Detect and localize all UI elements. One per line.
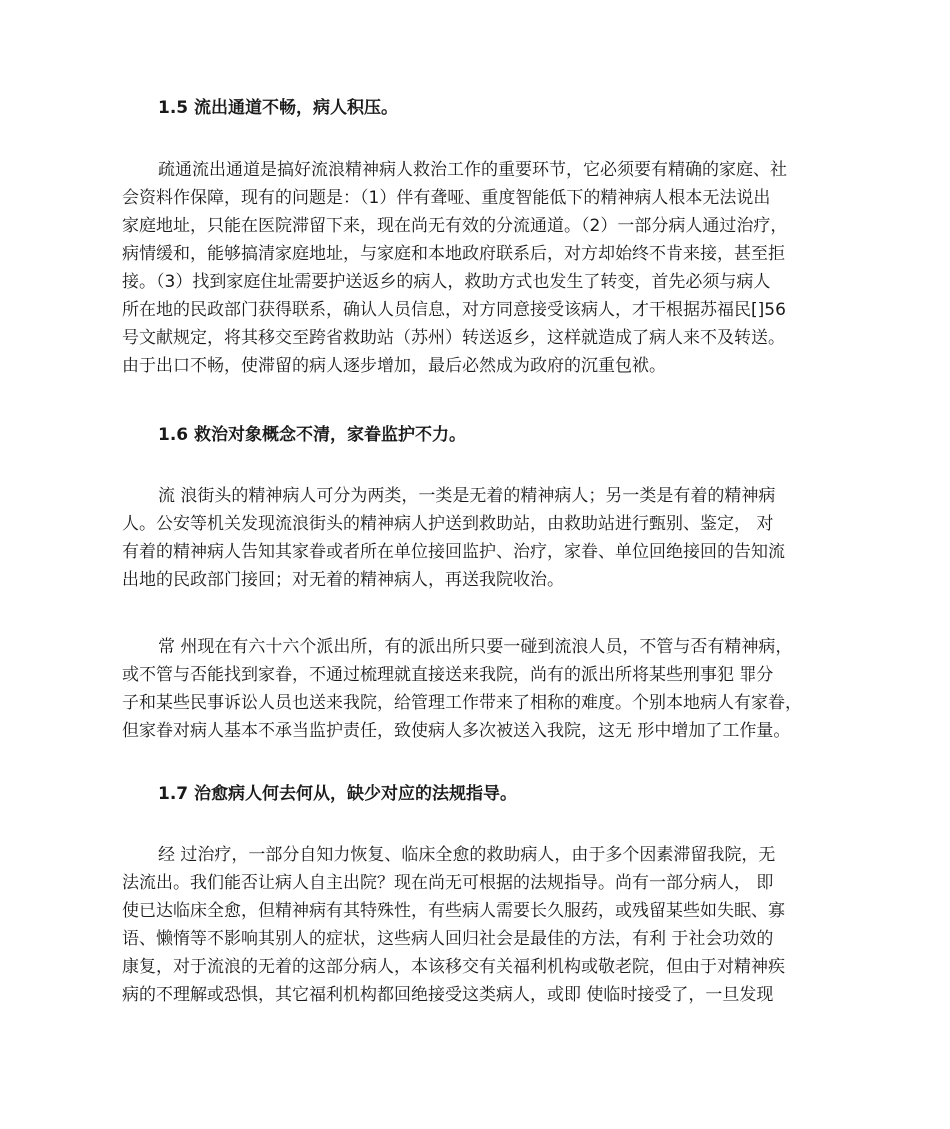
section-heading-1-5: 1.5 流出通道不畅，病人积压。	[158, 98, 399, 118]
text-line: 人。公安等机关发现流浪街头的精神病人护送到救助站，由救助站进行甄别、鉴定， 对	[122, 514, 774, 534]
text-line: 会资料作保障，现有的问题是：（1）伴有聋哑、重度智能低下的精神病人根本无法说出	[122, 188, 771, 208]
text-line: 或不管与否能找到家眷，不通过梳理就直接送来我院，尚有的派出所将某些刑事犯 罪分	[122, 665, 774, 685]
text-line: 常 州现在有六十六个派出所，有的派出所只要一碰到流浪人员，不管与否有精神病，	[158, 637, 793, 657]
paragraph-1-6-police-stations	[122, 633, 832, 745]
text-line: 病的不理解或恐惧，其它福利机构都回绝接受这类病人，或即 使临时接受了，一旦发现	[122, 985, 774, 1005]
text-line: 出地的民政部门接回；对无着的精神病人，再送我院收治。	[122, 570, 564, 590]
text-line: 疏通流出通道是搞好流浪精神病人救治工作的重要环节，它必须要有精确的家庭、社	[158, 160, 787, 180]
text-line: 康复，对于流浪的无着的这部分病人，本该移交有关福利机构或敬老院，但由于对精神疾	[122, 957, 785, 977]
text-line: 所在地的民政部门获得联系，确认人员信息，对方同意接受该病人，才干根据苏福民[]56	[122, 300, 786, 320]
paragraph-1-5-outflow	[122, 156, 832, 380]
text-line: 有着的精神病人告知其家眷或者所在单位接回监护、治疗，家眷、单位回绝接回的告知流	[122, 542, 785, 562]
text-line: 使已达临床全愈，但精神病有其特殊性，有些病人需要长久服药，或残留某些如失眠、寡	[122, 901, 785, 921]
paragraph-1-7-discharge	[122, 841, 832, 1009]
section-heading-1-6: 1.6 救治对象概念不清，家眷监护不力。	[158, 425, 467, 445]
text-line: 由于出口不畅，使滞留的病人逐步增加，最后必然成为政府的沉重包袱。	[122, 356, 666, 376]
text-line: 语、懒惰等不影响其别人的症状，这些病人回归社会是最佳的方法，有利 于社会功效的	[122, 929, 774, 949]
text-line: 病情缓和，能够搞清家庭地址，与家庭和本地政府联系后，对方却始终不肯来接，甚至拒	[122, 244, 785, 264]
text-line: 家庭地址，只能在医院滞留下来，现在尚无有效的分流通道。（2）一部分病人通过治疗，	[122, 216, 788, 236]
text-line: 但家眷对病人基本不承当监护责任，致使病人多次被送入我院，这无 形中增加了工作量。	[122, 721, 791, 741]
text-line: 流 浪街头的精神病人可分为两类，一类是无着的精神病人；另一类是有着的精神病	[158, 486, 776, 506]
section-heading-1-7: 1.7 治愈病人何去何从，缺少对应的法规指导。	[158, 784, 518, 804]
text-line: 号文献规定，将其移交至跨省救助站（苏州）转送返乡，这样就造成了病人来不及转送。	[122, 328, 785, 348]
text-line: 法流出。我们能否让病人自主出院？现在尚无可根据的法规指导。尚有一部分病人， 即	[122, 873, 774, 893]
paragraph-1-6-classification	[122, 482, 832, 594]
text-line: 子和某些民事诉讼人员也送来我院，给管理工作带来了相称的难度。个别本地病人有家眷，	[122, 693, 802, 713]
text-line: 经 过治疗，一部分自知力恢复、临床全愈的救助病人，由于多个因素滞留我院，无	[158, 845, 776, 865]
text-line: 接。（3）找到家庭住址需要护送返乡的病人，救助方式也发生了转变，首先必须与病人	[122, 272, 771, 292]
